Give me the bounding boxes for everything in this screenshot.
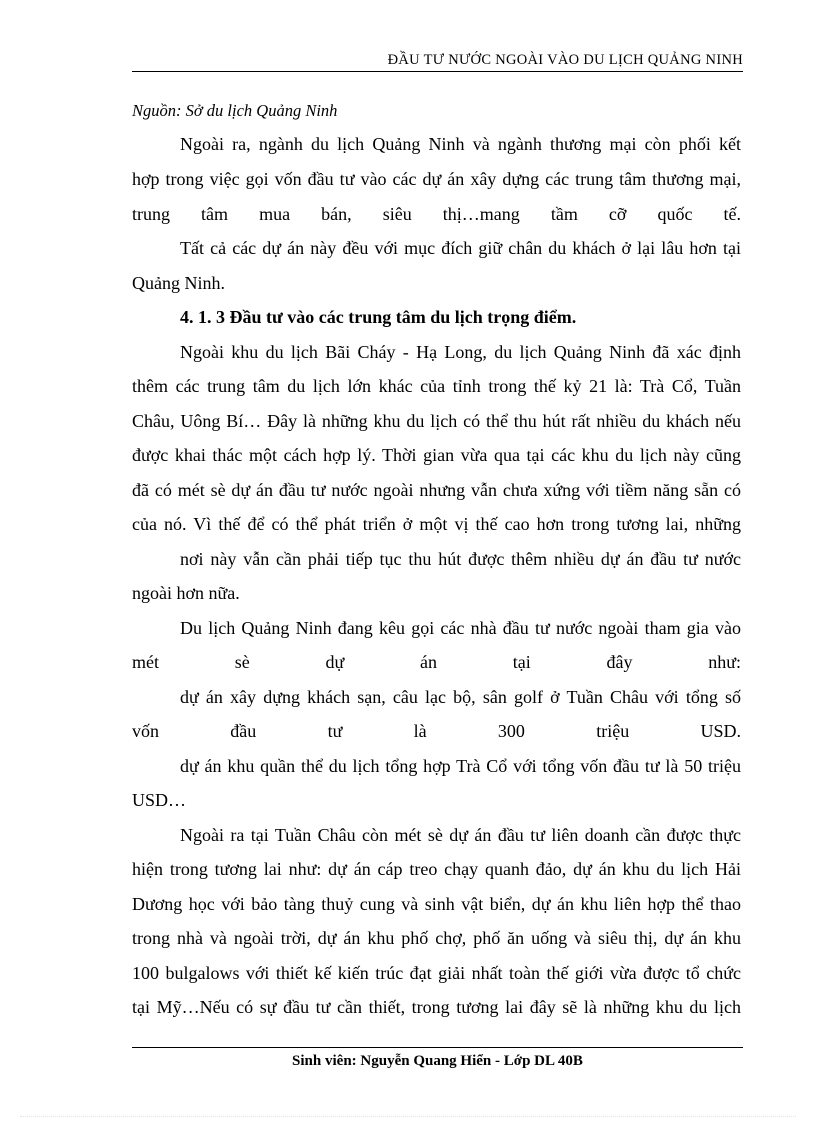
section-heading: 4. 1. 3 Đầu tư vào các trung tâm du lịch trọng điểm. bbox=[180, 307, 577, 327]
paragraph-line: tại Mỹ…Nếu có sự đầu tư cần thiết, trong tương lai đây sẽ là những khu du lịch bbox=[132, 997, 741, 1017]
paragraph-line: hiện trong tương lai như: dự án cáp treo chạy quanh đảo, dự án khu du lịch Hải bbox=[132, 859, 741, 879]
page-header: ĐẦU TƯ NƯỚC NGOÀI VÀO DU LỊCH QUẢNG NINH bbox=[387, 52, 743, 68]
paragraph-line: Ngoài ra, ngành du lịch Quảng Ninh và ngành thương mại còn phối kết bbox=[180, 134, 741, 154]
paragraph-line: 100 bulgalows với thiết kế kiến trúc đạt giải nhất toàn thế giới vừa được tổ chức bbox=[132, 963, 741, 983]
list-item-line: dự án xây dựng khách sạn, câu lạc bộ, sân golf ở Tuần Châu với tổng số bbox=[180, 687, 741, 707]
page-footer: Sinh viên: Nguyễn Quang Hiển - Lớp DL 40B bbox=[292, 1053, 583, 1069]
paragraph-line: Ngoài ra tại Tuần Châu còn mét sè dự án đầu tư liên doanh cần được thực bbox=[180, 825, 741, 845]
list-item-line: USD… bbox=[132, 790, 187, 810]
paragraph-line: hợp trong việc gọi vốn đầu tư vào các dự án xây dựng các trung tâm thương mại, bbox=[132, 169, 741, 189]
list-item-line: dự án khu quần thể du lịch tổng hợp Trà Cổ với tổng vốn đầu tư là 50 triệu bbox=[180, 756, 741, 776]
paragraph-line: Dương học với bảo tàng thuỷ cung và sinh vật biển, dự án khu liên hợp thể thao bbox=[132, 894, 741, 914]
paragraph-line: nơi này vẫn cần phải tiếp tục thu hút được thêm nhiều dự án đầu tư nước bbox=[180, 549, 741, 569]
page-edge-divider bbox=[20, 1116, 796, 1117]
list-item-line: vốn đầu tư là 300 triệu USD. bbox=[132, 721, 741, 741]
paragraph-line: ngoài hơn nữa. bbox=[132, 583, 240, 603]
paragraph-line: trung tâm mua bán, siêu thị…mang tầm cỡ quốc tế. bbox=[132, 204, 741, 224]
paragraph-line: Tất cả các dự án này đều với mục đích giữ chân du khách ở lại lâu hơn tại bbox=[180, 238, 741, 258]
paragraph-line: Du lịch Quảng Ninh đang kêu gọi các nhà đầu tư nước ngoài tham gia vào bbox=[180, 618, 741, 638]
paragraph-line: được khai thác một cách hợp lý. Thời gian vừa qua tại các khu du lịch này cũng bbox=[132, 445, 741, 465]
paragraph-line: mét sè dự án tại đây như: bbox=[132, 652, 741, 672]
header-rule bbox=[132, 71, 743, 72]
paragraph-line: Ngoài khu du lịch Bãi Cháy - Hạ Long, du lịch Quảng Ninh đã xác định bbox=[180, 342, 741, 362]
source-note: Nguồn: Sở du lịch Quảng Ninh bbox=[132, 101, 338, 120]
paragraph-line: đã có mét sè dự án đầu tư nước ngoài nhưng vẫn chưa xứng với tiềm năng sẵn có bbox=[132, 480, 741, 500]
paragraph-line: của nó. Vì thế để có thể phát triển ở một vị thế cao hơn trong tương lai, những bbox=[132, 514, 741, 534]
paragraph-line: thêm các trung tâm du lịch lớn khác của tỉnh trong thế kỷ 21 là: Trà Cổ, Tuần bbox=[132, 376, 741, 396]
paragraph-line: trong nhà và ngoài trời, dự án khu phố chợ, phố ăn uống và siêu thị, dự án khu bbox=[132, 928, 741, 948]
footer-rule bbox=[132, 1047, 743, 1048]
paragraph-line: Châu, Uông Bí… Đây là những khu du lịch có thể thu hút rất nhiều du khách nếu bbox=[132, 411, 741, 431]
paragraph-line: Quảng Ninh. bbox=[132, 273, 225, 293]
